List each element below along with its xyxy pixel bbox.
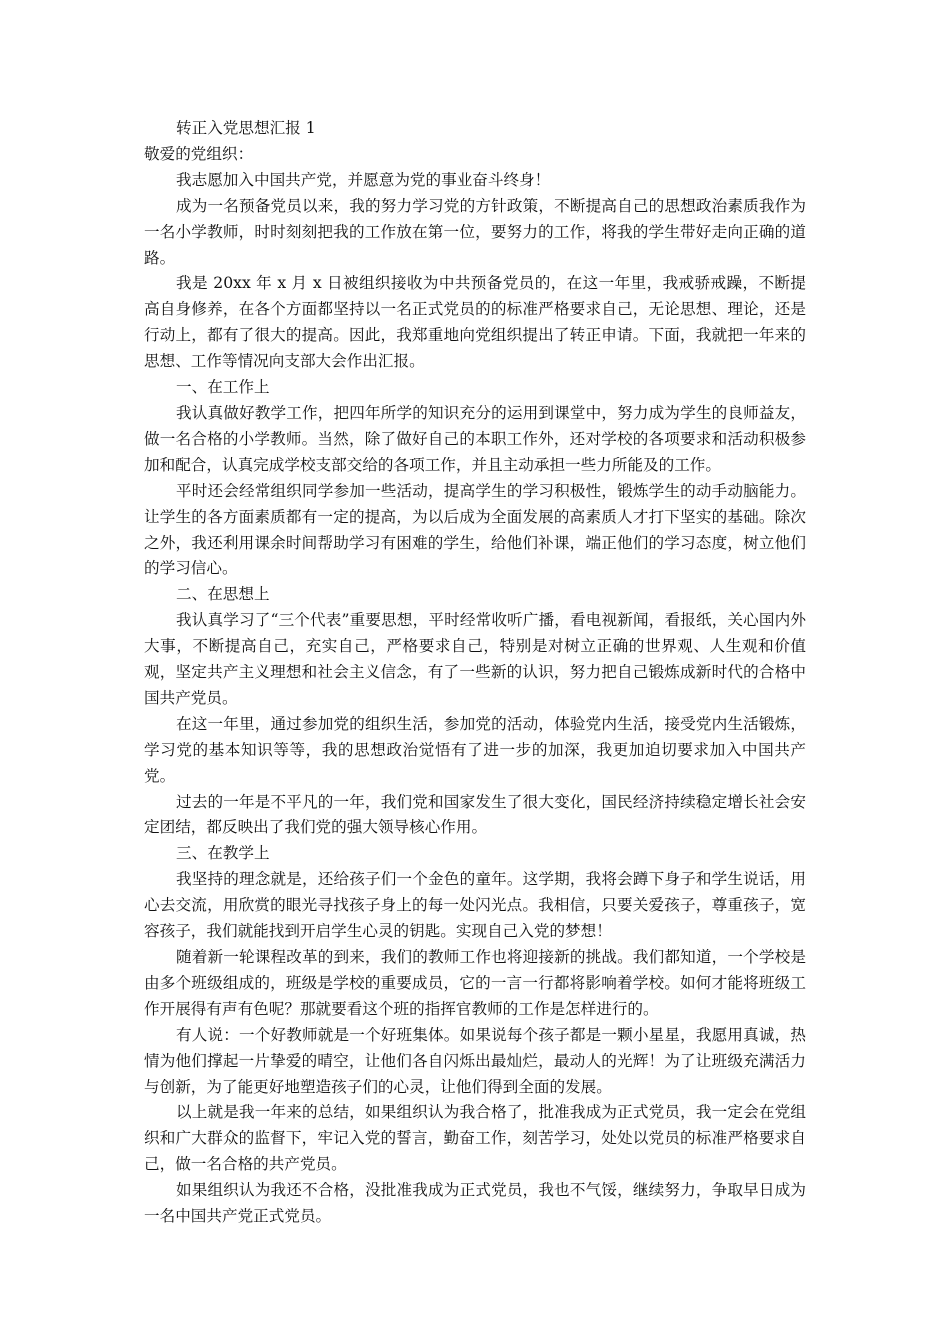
paragraph: 在这一年里，通过参加党的组织生活，参加党的活动，体验党内生活，接受党内生活锻炼，学习党的基本知识等等，我的思想政治觉悟有了进一步的加深，我更加迫切要求加入中国共产党。	[144, 714, 806, 785]
paragraph: 我坚持的理念就是，还给孩子们一个金色的童年。这学期，我将会蹲下身子和学生说话，用心去交流，用欣赏的眼光寻找孩子身上的每一处闪光点。我相信，只要关爱孩子，尊重孩子，宽容孩子，我们就能找到开启学生心灵的钥匙。实现自己入党的梦想！	[144, 870, 806, 941]
document-title: 转正入党思想汇报 1	[176, 119, 316, 137]
paragraph: 我志愿加入中国共产党，并愿意为党的事业奋斗终身！	[176, 170, 551, 189]
paragraph: 如果组织认为我还不合格，没批准我成为正式党员，我也不气馁，继续努力，争取早日成为一名中国共产党正式党员。	[144, 1181, 806, 1226]
paragraph: 我认真学习了“三个代表”重要思想，平时经常收听广播，看电视新闻，看报纸，关心国内外大事，不断提高自己，充实自己，严格要求自己，特别是对树立正确的世界观、人生观和价值观，坚定共产主义理想和社会主义信念，有了一些新的认识，努力把自己锻炼成新时代的合格中国共产党员。	[144, 611, 806, 707]
section-heading-teaching: 三、在教学上	[176, 844, 270, 863]
paragraph: 有人说：一个好教师就是一个好班集体。如果说每个孩子都是一颗小星星，我愿用真诚，热情为他们撑起一片挚爱的晴空，让他们各自闪烁出最灿烂，最动人的光辉！为了让班级充满活力与创新，为了能更好地塑造孩子们的心灵，让他们得到全面的发展。	[144, 1025, 806, 1096]
paragraph: 我认真做好教学工作，把四年所学的知识充分的运用到课堂中，努力成为学生的良师益友，做一名合格的小学教师。当然，除了做好自己的本职工作外，还对学校的各项要求和活动积极参加和配合，认真完成学校支部交给的各项工作，并且主动承担一些力所能及的工作。	[144, 403, 806, 474]
paragraph: 平时还会经常组织同学参加一些活动，提高学生的学习积极性，锻炼学生的动手动脑能力。让学生的各方面素质都有一定的提高，为以后成为全面发展的高素质人才打下坚实的基础。除次之外，我还利用课余时间帮助学习有困难的学生，给他们补课，端正他们的学习态度，树立他们的学习信心。	[144, 481, 806, 578]
section-heading-work: 一、在工作上	[176, 378, 270, 397]
paragraph: 以上就是我一年来的总结，如果组织认为我合格了，批准我成为正式党员，我一定会在党组织和广大群众的监督下，牢记入党的誓言，勤奋工作，刻苦学习，处处以党员的标准严格要求自己，做一名合格的共产党员。	[144, 1103, 806, 1174]
paragraph: 我是 20xx 年 x 月 x 日被组织接收为中共预备党员的，在这一年里，我戒骄戒躁，不断提高自身修养，在各个方面都坚持以一名正式党员的的标准严格要求自己，无论思想、理论，还是行动上，都有了很大的提高。因此，我郑重地向党组织提出了转正申请。下面，我就把一年来的思想、工作等情况向支部大会作出汇报。	[144, 274, 806, 371]
paragraph: 随着新一轮课程改革的到来，我们的教师工作也将迎接新的挑战。我们都知道，一个学校是由多个班级组成的，班级是学校的重要成员，它的一言一行都将影响着学校。如何才能将班级工作开展得有声有色呢？那就要看这个班的指挥官教师的工作是怎样进行的。	[144, 948, 806, 1018]
paragraph: 成为一名预备党员以来，我的努力学习党的方针政策，不断提高自己的思想政治素质我作为一名小学教师，时时刻刻把我的工作放在第一位，要努力的工作，将我的学生带好走向正确的道路。	[144, 196, 806, 267]
paragraph: 过去的一年是不平凡的一年，我们党和国家发生了很大变化，国民经济持续稳定增长社会安定团结，都反映出了我们党的强大领导核心作用。	[144, 792, 806, 837]
salutation: 敬爱的党组织：	[144, 144, 254, 163]
section-heading-thought: 二、在思想上	[176, 585, 270, 604]
document-page	[144, 116, 806, 1230]
